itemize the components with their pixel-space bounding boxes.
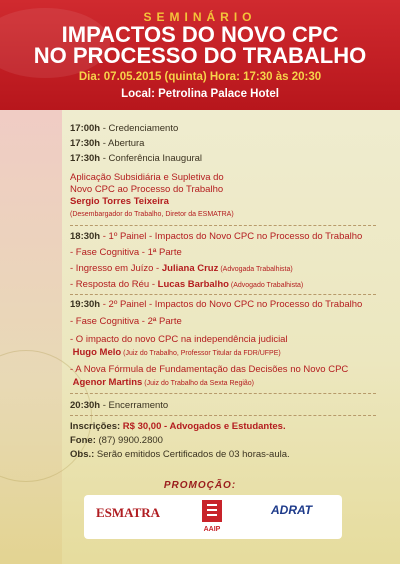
conference-speaker: Sergio Torres Teixeira xyxy=(70,196,169,207)
aaip-logo-text: AAIP xyxy=(203,526,221,533)
panel1-heading xyxy=(70,231,362,242)
esmatra-logo: ESMATRA xyxy=(96,505,161,520)
fone-value: (87) 9900.2800 xyxy=(95,435,163,446)
panel1-role: (Advogada Trabalhista) xyxy=(218,266,293,273)
panel1-item xyxy=(70,279,303,290)
adrat-logo: ADRAT xyxy=(271,503,313,517)
conference-speaker-role: (Desembargador do Trabalho, Diretor da ESMATRA) xyxy=(70,211,234,218)
panel2-item: - Fase Cognitiva - 2ª Parte xyxy=(70,316,182,327)
panel2-item: - O impacto do novo CPC na independência judicial xyxy=(70,334,288,345)
panel1-speaker: Lucas Barbalho xyxy=(157,279,229,290)
sponsor-logos xyxy=(84,495,342,539)
schedule-row xyxy=(70,153,202,164)
conference-title-1: Aplicação Subsidiária e Supletiva do xyxy=(70,172,224,183)
panel1-item-text: - Ingresso em Juízo - xyxy=(70,263,162,274)
date-line: Dia: 07.05.2015 (quinta) Hora: 17:30 às 20:30 xyxy=(78,71,322,83)
panel1-item-text: - Resposta do Réu - xyxy=(70,279,158,290)
kicker: SEMINÁRIO xyxy=(143,10,257,24)
panel2-role: (Juiz do Trabalho da Sexta Região) xyxy=(142,380,255,387)
schedule-time: 17:30h xyxy=(70,138,101,149)
schedule-row xyxy=(70,123,178,134)
panel2-speaker: Agenor Martins xyxy=(72,377,143,388)
panel2-title: - 2º Painel - Impactos do Novo CPC no Processo do Trabalho xyxy=(100,299,363,310)
left-decoration xyxy=(0,110,62,564)
divider xyxy=(70,393,376,394)
divider xyxy=(70,415,376,416)
closing-time: 20:30h xyxy=(70,400,101,411)
closing-row xyxy=(70,400,168,411)
schedule-time: 17:00h xyxy=(70,123,101,134)
schedule-text: - Credenciamento xyxy=(100,123,179,134)
obs-line xyxy=(70,449,290,460)
panel1-time: 18:30h xyxy=(70,231,101,242)
panel2-speaker-line xyxy=(70,347,281,358)
panel2-time: 19:30h xyxy=(70,299,101,310)
inscricoes-label: Inscrições: xyxy=(70,421,121,432)
panel2-role: (Juiz do Trabalho, Professor Titular da FDR/UFPE) xyxy=(121,350,281,357)
divider xyxy=(70,294,376,295)
fone-line xyxy=(70,435,163,446)
panel1-title: - 1º Painel - Impactos do Novo CPC no Processo do Trabalho xyxy=(100,231,363,242)
aaip-logo xyxy=(198,498,226,536)
header-banner xyxy=(0,0,400,110)
fone-label: Fone: xyxy=(70,435,96,446)
panel2-item: - A Nova Fórmula de Fundamentação das Decisões no Novo CPC xyxy=(70,364,349,375)
title-line-2: NO PROCESSO DO TRABALHO xyxy=(33,43,367,68)
obs-value: Serão emitidos Certificados de 03 horas-aula. xyxy=(94,449,290,460)
schedule-time: 17:30h xyxy=(70,153,101,164)
panel2-speaker-line xyxy=(70,377,254,388)
schedule-row xyxy=(70,138,144,149)
inscricoes-line xyxy=(70,421,286,432)
obs-label: Obs.: xyxy=(70,449,95,460)
schedule-text: - Abertura xyxy=(100,138,145,149)
panel2-heading xyxy=(70,299,362,310)
title-line-1: IMPACTOS DO NOVO CPC xyxy=(61,22,339,47)
panel1-item: - Fase Cognitiva - 1ª Parte xyxy=(70,247,182,258)
panel2-speaker: Hugo Melo xyxy=(72,347,122,358)
promo-label: PROMOÇÃO: xyxy=(163,480,237,491)
schedule-text: - Conferência Inaugural xyxy=(100,153,203,164)
conference-title-2: Novo CPC ao Processo do Trabalho xyxy=(70,184,224,195)
panel1-speaker: Juliana Cruz xyxy=(161,263,219,274)
divider xyxy=(70,225,376,226)
panel1-item xyxy=(70,263,293,274)
location-line: Local: Petrolina Palace Hotel xyxy=(121,88,279,100)
inscricoes-value: R$ 30,00 - Advogados e Estudantes. xyxy=(120,421,286,432)
closing-text: - Encerramento xyxy=(100,400,169,411)
panel1-role: (Advogado Trabalhista) xyxy=(228,282,304,289)
